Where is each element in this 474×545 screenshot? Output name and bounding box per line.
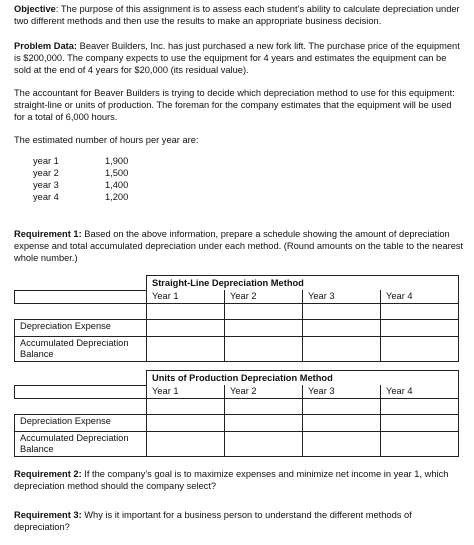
table-cell[interactable] [147, 320, 225, 337]
units-of-production-title: Units of Production Depreciation Method [147, 371, 459, 386]
year-header: Year 4 [381, 290, 459, 304]
table-cell[interactable] [225, 304, 303, 320]
table-cell[interactable] [225, 320, 303, 337]
problem-text: Beaver Builders, Inc. has just purchased a new fork lift. The purchase price of the equipment is $200,000. The company expects to use the equipment for 4 years and estimates the equipment can be sold at the end of 4 years for $20,000 (its residual value). [14, 41, 460, 75]
hours-row [33, 179, 153, 191]
objective-paragraph [14, 3, 464, 27]
requirement-1-paragraph [14, 228, 464, 264]
row-label-accumulated-depreciation: Accumulated Depreciation Balance [15, 337, 147, 362]
table-cell[interactable] [381, 432, 459, 457]
year-header: Year 1 [147, 290, 225, 304]
table-cell[interactable] [381, 320, 459, 337]
units-of-production-table [14, 370, 459, 457]
accountant-paragraph: The accountant for Beaver Builders is trying to decide which depreciation method to use for this equipment: straight-line or units of production. The foreman for the company estimates that the equipment will be used for a total of 6,000 hours. [14, 88, 455, 122]
table-cell[interactable] [303, 399, 381, 415]
table-cell[interactable] [381, 304, 459, 320]
hours-row [33, 155, 153, 167]
requirement-1-text: Based on the above information, prepare a schedule showing the amount of depreciation expense and total accumulated depreciation under each method. (Round amounts on the table to the nearest whole number.) [14, 229, 464, 263]
table-cell[interactable] [147, 304, 225, 320]
problem-data-paragraph [14, 40, 464, 76]
year-header: Year 3 [303, 385, 381, 399]
table-cell[interactable] [225, 337, 303, 362]
hours-value: 1,500 [105, 168, 129, 178]
hours-value: 1,200 [105, 192, 129, 202]
problem-label: Problem Data: [14, 41, 78, 51]
hours-value: 1,900 [105, 156, 129, 166]
table-cell[interactable] [147, 415, 225, 432]
table-cell[interactable] [225, 432, 303, 457]
hours-year: year 2 [33, 168, 59, 178]
requirement-3-label: Requirement 3: [14, 510, 82, 520]
year-header: Year 3 [303, 290, 381, 304]
table-cell[interactable] [303, 415, 381, 432]
hours-row [33, 167, 153, 179]
table-cell[interactable] [303, 304, 381, 320]
table-cell[interactable] [381, 415, 459, 432]
requirement-2-label: Requirement 2: [14, 469, 82, 479]
hours-intro: The estimated number of hours per year are: [14, 135, 199, 145]
straight-line-title: Straight-Line Depreciation Method [147, 276, 459, 291]
objective-text: : The purpose of this assignment is to assess each student’s ability to calculate depreciation under two different methods and then use the results to make an appropriate business decision. [14, 4, 460, 26]
table-cell[interactable] [147, 399, 225, 415]
row-label-depreciation-expense: Depreciation Expense [15, 320, 147, 337]
year-header: Year 2 [225, 290, 303, 304]
table-cell[interactable] [303, 320, 381, 337]
straight-line-table [14, 275, 459, 362]
hours-year: year 1 [33, 156, 59, 166]
table-cell[interactable] [303, 337, 381, 362]
year-header: Year 2 [225, 385, 303, 399]
objective-label: Objective [14, 4, 56, 14]
requirement-3-text: Why is it important for a business person to understand the different methods of depreciation? [14, 510, 412, 532]
table-cell[interactable] [147, 337, 225, 362]
hours-value: 1,400 [105, 180, 129, 190]
hours-year: year 3 [33, 180, 59, 190]
header-blank-cell [15, 290, 147, 304]
header-blank-cell [15, 385, 147, 399]
hours-row [33, 191, 153, 203]
table-cell[interactable] [147, 432, 225, 457]
table-cell[interactable] [225, 415, 303, 432]
year-header: Year 1 [147, 385, 225, 399]
requirement-1-label: Requirement 1: [14, 229, 82, 239]
year-header: Year 4 [381, 385, 459, 399]
table-cell[interactable] [303, 432, 381, 457]
requirement-3-paragraph [14, 509, 464, 533]
table-cell[interactable] [225, 399, 303, 415]
requirement-2-text: If the company’s goal is to maximize expenses and minimize net income in year 1, which depreciation method should the company select? [14, 469, 449, 491]
requirement-2-paragraph [14, 468, 464, 492]
hours-list [33, 155, 153, 203]
table-cell[interactable] [381, 399, 459, 415]
row-label-accumulated-depreciation: Accumulated Depreciation Balance [15, 432, 147, 457]
table-cell[interactable] [381, 337, 459, 362]
hours-year: year 4 [33, 192, 59, 202]
row-label-depreciation-expense: Depreciation Expense [15, 415, 147, 432]
